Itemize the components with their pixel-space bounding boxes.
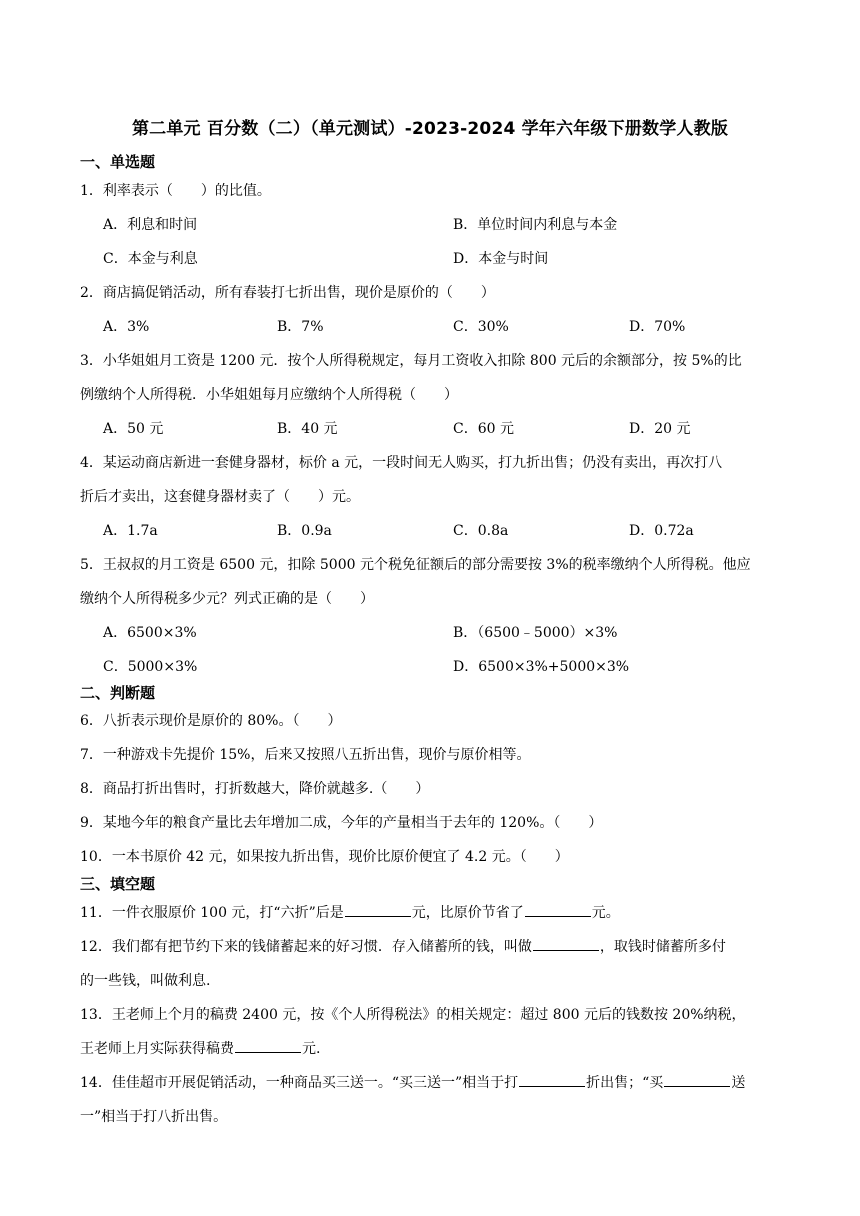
question-14-text-3: 送 (731, 1075, 746, 1091)
question-3-option-b: B．40 元 (277, 421, 338, 437)
answer-blank[interactable] (519, 1072, 585, 1087)
answer-blank[interactable] (235, 1038, 301, 1053)
answer-blank[interactable] (664, 1072, 730, 1087)
answer-blank[interactable] (533, 936, 599, 951)
question-4-option-d: D．0.72a (629, 523, 694, 539)
question-4-option-c: C．0.8a (453, 523, 509, 539)
question-12-text-1: 12．我们都有把节约下来的钱储蓄起来的好习惯．存入储蓄所的钱，叫做 (80, 939, 532, 955)
question-9: 9．某地今年的粮食产量比去年增加二成，今年的产量相当于去年的 120%。（ ） (80, 815, 603, 831)
question-14-line-2: 一”相当于打八折出售。 (80, 1109, 228, 1125)
question-5-option-b: B．（6500﹣5000）×3% (453, 625, 618, 641)
question-2-option-d: D．70% (629, 319, 686, 335)
question-4-stem-line-1: 4．某运动商店新进一套健身器材，标价 a 元，一段时间无人购买，打九折出售；仍没有卖出，再次打八 (80, 455, 723, 471)
question-12-text-2: ，取钱时储蓄所多付 (599, 939, 726, 955)
question-11-text-3: 元。 (591, 905, 620, 921)
question-14-line-1 (80, 1072, 745, 1092)
question-14-text-2: 折出售；“买 (586, 1075, 664, 1091)
question-13-line-2 (80, 1038, 320, 1058)
question-5-option-d: D．6500×3%+5000×3% (453, 659, 630, 675)
section-heading-single-choice: 一、单选题 (80, 153, 156, 171)
question-2-option-c: C．30% (453, 319, 509, 335)
question-14-text-1: 14．佳佳超市开展促销活动，一种商品买三送一。“买三送一”相当于打 (80, 1075, 519, 1091)
question-7: 7．一种游戏卡先提价 15%，后来又按照八五折出售，现价与原价相等。 (80, 747, 531, 763)
question-13-text-1: 王老师上月实际获得稿费 (80, 1041, 234, 1057)
question-12-line-1 (80, 936, 726, 956)
question-10: 10．一本书原价 42 元，如果按九折出售，现价比原价便宜了 4.2 元。（ ） (80, 849, 569, 865)
question-4-option-a: A．1.7a (103, 523, 158, 539)
question-6: 6．八折表示现价是原价的 80%。（ ） (80, 713, 342, 729)
question-3-stem-line-2: 例缴纳个人所得税．小华姐姐每月应缴纳个人所得税（ ） (80, 387, 458, 403)
question-3-option-d: D．20 元 (629, 421, 691, 437)
question-1-option-a: A．利息和时间 (103, 217, 198, 233)
question-1-option-b: B．单位时间内利息与本金 (453, 217, 618, 233)
question-11 (80, 902, 620, 922)
answer-blank[interactable] (525, 902, 591, 917)
question-4-stem-line-2: 折后才卖出，这套健身器材卖了（ ）元。 (80, 489, 360, 505)
question-13-line-1: 13．王老师上个月的稿费 2400 元，按《个人所得税法》的相关规定：超过 800 元后的钱数按 20%纳税， (80, 1007, 746, 1023)
question-3-option-c: C．60 元 (453, 421, 514, 437)
question-11-text-2: 元，比原价节省了 (411, 905, 524, 921)
question-1-stem: 1．利率表示（ ）的比值。 (80, 183, 271, 199)
question-1-option-c: C．本金与利息 (103, 251, 198, 267)
question-2-stem: 2．商店搞促销活动，所有春装打七折出售，现价是原价的（ ） (80, 285, 495, 301)
question-3-stem-line-1: 3．小华姐姐月工资是 1200 元．按个人所得税规定，每月工资收入扣除 800 元后的余额部分，按 5%的比 (80, 353, 742, 369)
question-2-option-a: A．3% (103, 319, 150, 335)
question-13-text-2: 元. (302, 1041, 321, 1057)
question-1-option-d: D．本金与时间 (453, 251, 549, 267)
page-title: 第二单元 百分数（二）（单元测试）-2023-2024 学年六年级下册数学人教版 (131, 119, 729, 139)
question-5-option-c: C．5000×3% (103, 659, 198, 675)
question-8: 8．商品打折出售时，打折数越大，降价就越多.（ ） (80, 781, 430, 797)
question-5-stem-line-2: 缴纳个人所得税多少元？列式正确的是（ ） (80, 591, 374, 607)
question-3-option-a: A．50 元 (103, 421, 164, 437)
question-5-stem-line-1: 5．王叔叔的月工资是 6500 元，扣除 5000 元个税免征额后的部分需要按 3%的税率缴纳个人所得税。他应 (80, 557, 751, 573)
question-4-option-b: B．0.9a (277, 523, 332, 539)
question-5-option-a: A．6500×3% (103, 625, 197, 641)
question-11-text-1: 11．一件衣服原价 100 元，打“六折”后是 (80, 905, 344, 921)
question-2-option-b: B．7% (277, 319, 324, 335)
answer-blank[interactable] (345, 902, 411, 917)
section-heading-true-false: 二、判断题 (80, 684, 156, 702)
section-heading-fill-blank: 三、填空题 (80, 875, 156, 893)
question-12-line-2: 的一些钱，叫做利息. (80, 973, 211, 989)
